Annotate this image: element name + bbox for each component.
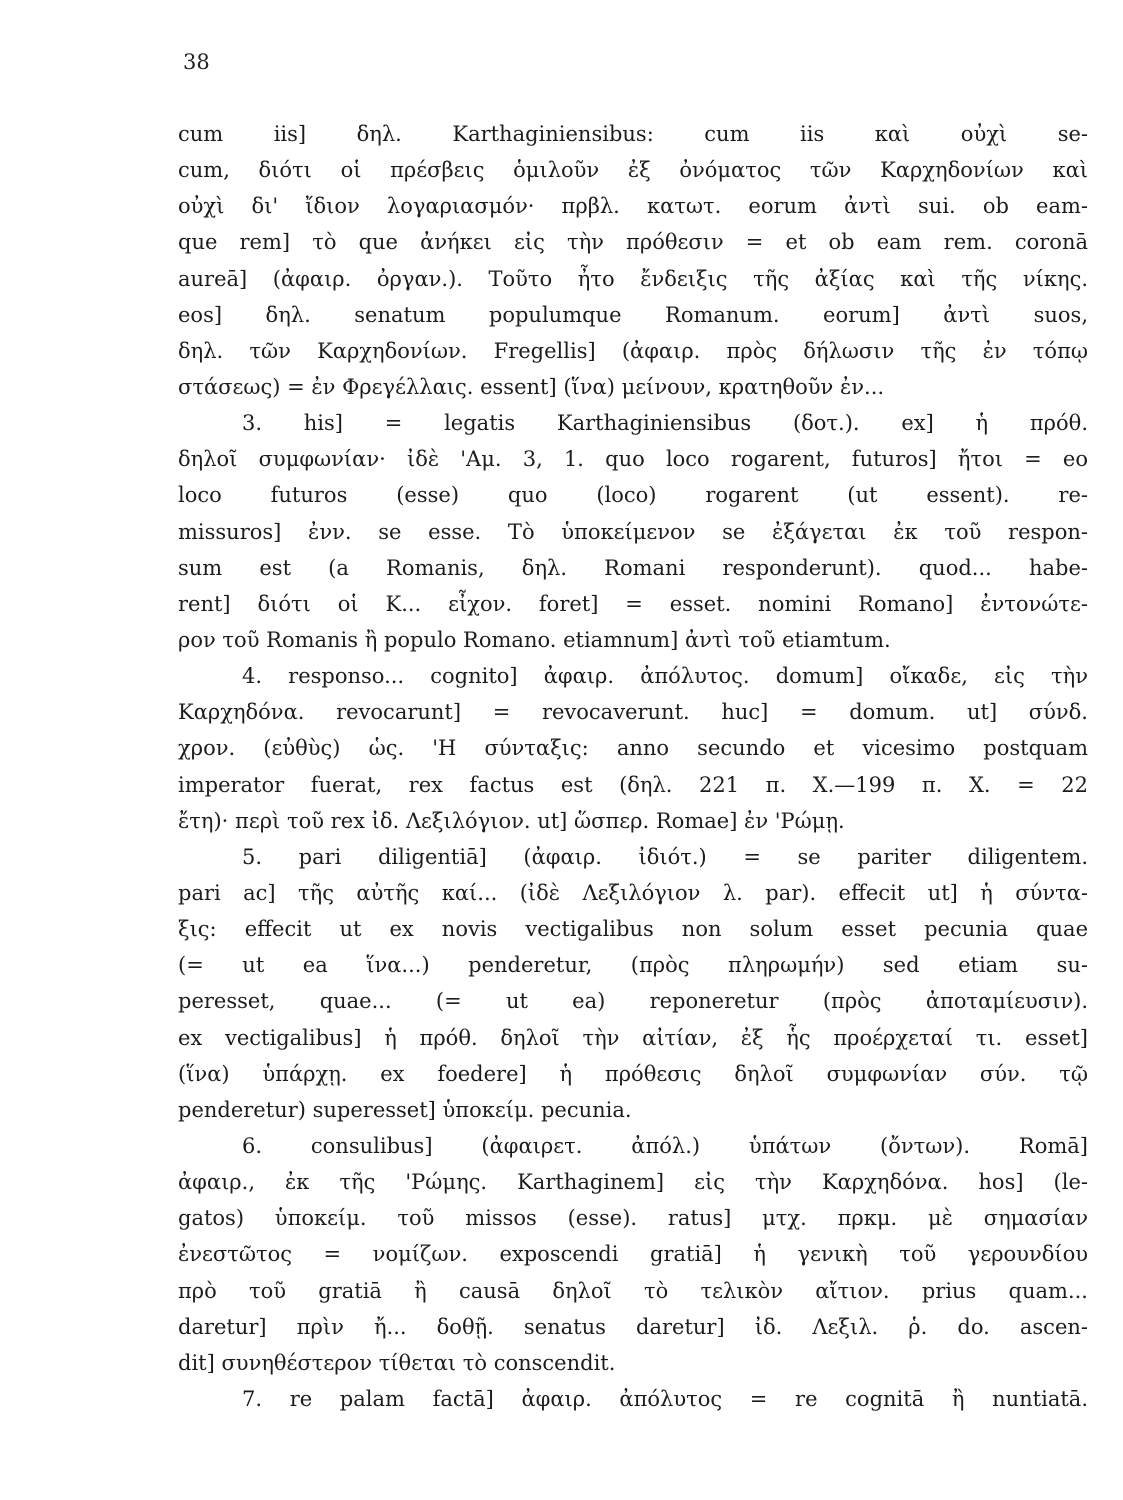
commentary-text <box>178 116 1088 1417</box>
text-line: ξις: effecit ut ex novis vectigalibus non solum esset pecunia quae <box>178 917 1088 942</box>
text-line: ex vectigalibus] ἡ πρόθ. δηλοῖ τὴν αἰτίαν, ἐξ ἧς προέρχεταί τι. esset] <box>178 1025 1088 1050</box>
text-line: daretur] πρὶν ἤ... δοθῇ. senatus daretur] ἰδ. Λεξιλ. ῥ. do. ascen- <box>178 1314 1088 1339</box>
text-line: Καρχηδόνα. revocarunt] = revocaverunt. huc] = domum. ut] σύνδ. <box>178 700 1088 725</box>
text-line: 3. his] = legatis Karthaginiensibus (δοτ.). ex] ἡ πρόθ. <box>242 411 1088 436</box>
page-number: 38 <box>183 50 210 74</box>
text-line: πρὸ τοῦ gratiā ἢ causā δηλοῖ τὸ τελικὸν αἴτιον. prius quam... <box>178 1278 1088 1303</box>
text-line: ρον τοῦ Romanis ἢ populo Romano. etiamnum] ἀντὶ τοῦ etiamtum. <box>178 627 891 652</box>
text-line: δηλ. τῶν Καρχηδονίων. Fregellis] (ἀφαιρ. πρὸς δήλωσιν τῆς ἐν τόπῳ <box>178 338 1088 363</box>
text-line: missuros] ἐνν. se esse. Τὸ ὑποκείμενον se ἐξάγεται ἐκ τοῦ respon- <box>178 519 1088 544</box>
text-line: ἐνεστῶτος = νομίζων. exposcendi gratiā] ἡ γενικὴ τοῦ γερουνδίου <box>178 1242 1088 1267</box>
text-line: penderetur) superesset] ὑποκείμ. pecunia. <box>178 1097 632 1122</box>
text-line: gatos) ὑποκείμ. τοῦ missos (esse). ratus] μτχ. πρκμ. μὲ σημασίαν <box>178 1206 1088 1231</box>
text-line: 4. responso... cognito] ἀφαιρ. ἀπόλυτος. domum] οἴκαδε, εἰς τὴν <box>242 664 1088 689</box>
text-line: pari ac] τῆς αὐτῆς καί... (ἰδὲ Λεξιλόγιον λ. par). effecit ut] ἡ σύντα- <box>178 880 1088 905</box>
text-line: 6. consulibus] (ἀφαιρετ. ἀπόλ.) ὑπάτων (ὄντων). Romā] <box>242 1133 1088 1158</box>
text-line: dit] συνηθέστερον τίθεται τὸ conscendit. <box>178 1350 616 1375</box>
text-line: imperator fuerat, rex factus est (δηλ. 221 π. Χ.—199 π. Χ. = 22 <box>178 772 1088 797</box>
text-line: eos] δηλ. senatum populumque Romanum. eorum] ἀντὶ suos, <box>178 302 1088 327</box>
text-line: 5. pari diligentiā] (ἀφαιρ. ἰδιότ.) = se pariter diligentem. <box>242 844 1088 869</box>
text-line: rent] διότι οἱ Κ... εἶχον. foret] = esset. nomini Romano] ἐντονώτε- <box>178 591 1088 616</box>
text-line: ἀφαιρ., ἐκ τῆς 'Ρώμης. Karthaginem] εἰς τὴν Καρχηδόνα. hos] (le- <box>178 1170 1088 1195</box>
text-line: sum est (a Romanis, δηλ. Romani responderunt). quod... habe- <box>178 555 1088 580</box>
text-line: cum, διότι οἱ πρέσβεις ὁμιλοῦν ἐξ ὀνόματος τῶν Καρχηδονίων καὶ <box>178 158 1088 183</box>
text-line: peresset, quae... (= ut ea) reponeretur (πρὸς ἀποταμίευσιν). <box>178 989 1088 1014</box>
text-line: 7. re palam factā] ἀφαιρ. ἀπόλυτος = re cognitā ἢ nuntiatā. <box>242 1386 1088 1411</box>
text-line: δηλοῖ συμφωνίαν· ἰδὲ 'Αμ. 3, 1. quo loco rogarent, futuros] ἤτοι = eo <box>178 447 1088 472</box>
text-line: (ἵνα) ὑπάρχῃ. ex foedere] ἡ πρόθεσις δηλοῖ συμφωνίαν σύν. τῷ <box>178 1061 1088 1086</box>
text-line: οὐχὶ δι' ἴδιον λογαριασμόν· πρβλ. κατωτ. eorum ἀντὶ sui. ob eam- <box>178 194 1088 219</box>
text-line: χρον. (εὐθὺς) ὡς. 'Η σύνταξις: anno secundo et vicesimo postquam <box>178 736 1088 761</box>
text-line: aureā] (ἀφαιρ. ὀργαν.). Τοῦτο ἦτο ἔνδειξις τῆς ἀξίας καὶ τῆς νίκης. <box>178 266 1088 291</box>
text-line: que rem] τὸ que ἀνήκει εἰς τὴν πρόθεσιν = et ob eam rem. coronā <box>178 230 1088 255</box>
text-line: cum iis] δηλ. Karthaginiensibus: cum iis καὶ οὐχὶ se- <box>178 122 1088 146</box>
text-line: loco futuros (esse) quo (loco) rogarent (ut essent). re- <box>178 483 1088 508</box>
text-line: (= ut ea ἵνα...) penderetur, (πρὸς πληρωμήν) sed etiam su- <box>178 953 1088 978</box>
text-line: στάσεως) = ἐν Φρεγέλλαις. essent] (ἵνα) μείνουν, κρατηθοῦν ἐν... <box>178 374 885 399</box>
text-line: ἔτη)· περὶ τοῦ rex ἰδ. Λεξιλόγιον. ut] ὥσπερ. Romae] ἐν 'Ρώμῃ. <box>178 808 845 833</box>
